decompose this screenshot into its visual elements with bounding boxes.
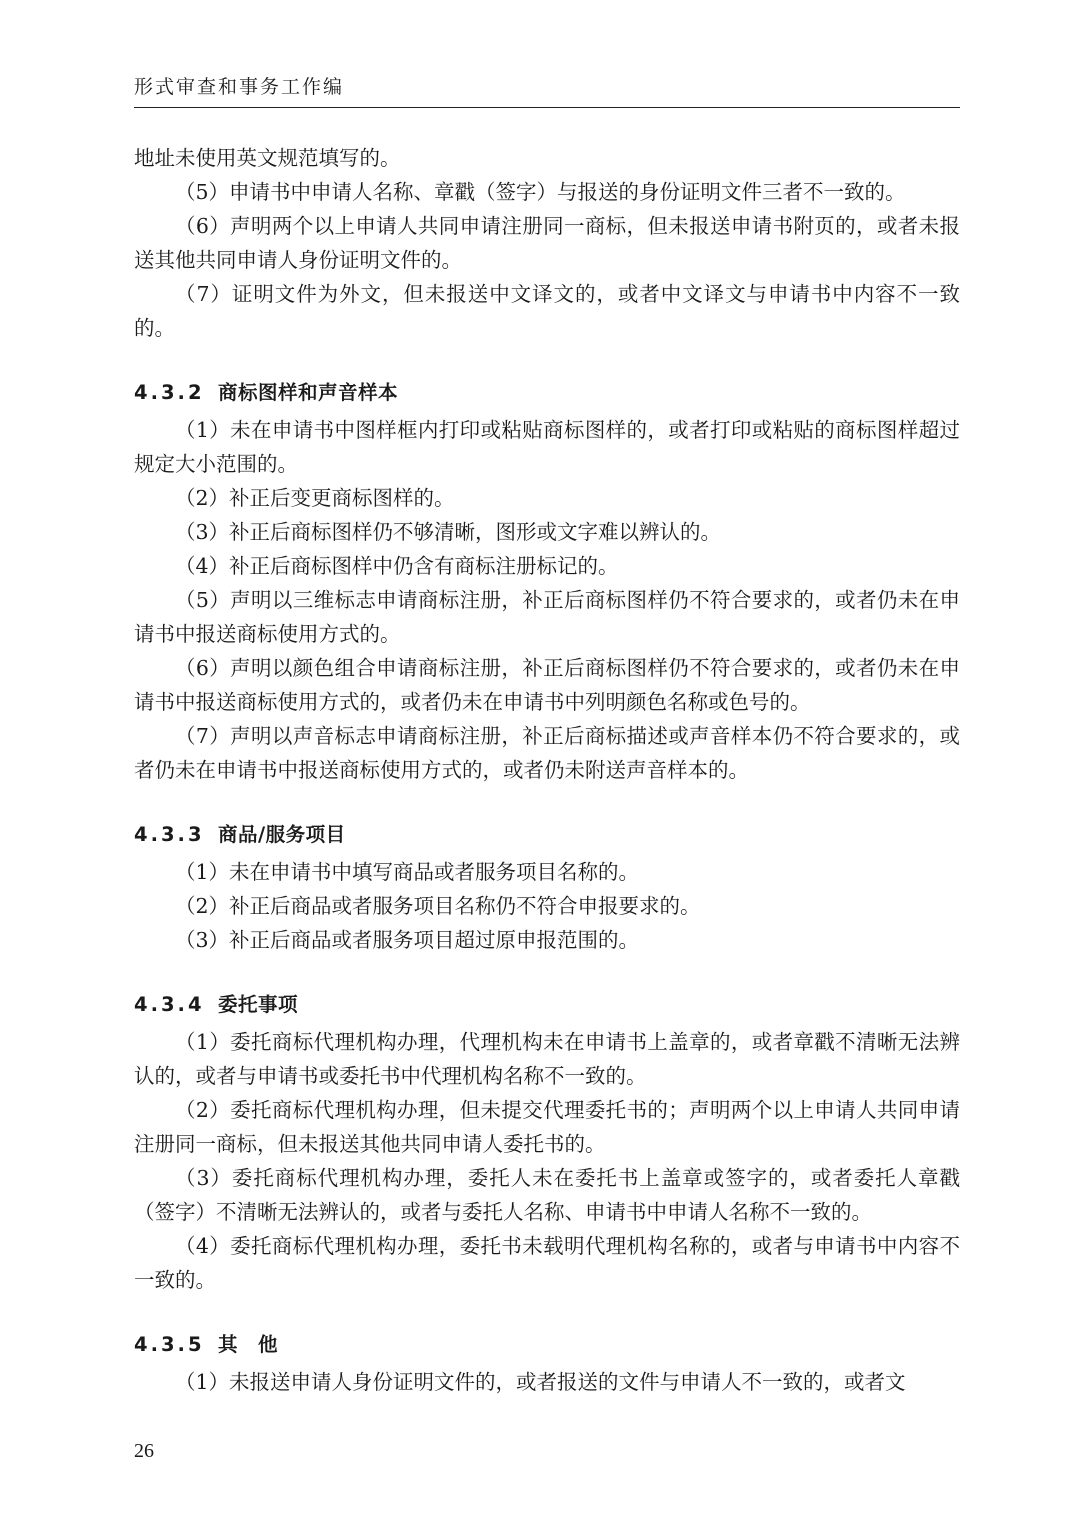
- list-item: （2）补正后商品或者服务项目名称仍不符合申报要求的。: [175, 894, 701, 918]
- section-heading-4-3-2: [134, 376, 960, 410]
- list-item: （1）未在申请书中图样框内打印或粘贴商标图样的，或者打印或粘贴的商标图样超过规定大小范围的。: [134, 418, 960, 476]
- list-item: （7）声明以声音标志申请商标注册，补正后商标描述或声音样本仍不符合要求的，或者仍未在申请书中报送商标使用方式的，或者仍未附送声音样本的。: [134, 724, 960, 782]
- section-heading-4-3-5: [134, 1328, 960, 1362]
- body-text: [134, 141, 960, 1399]
- header-rule: [134, 107, 960, 108]
- list-item: （6）声明以颜色组合申请商标注册，补正后商标图样仍不符合要求的，或者仍未在申请书中报送商标使用方式的，或者仍未在申请书中列明颜色名称或色号的。: [134, 656, 960, 714]
- paragraph-item: （7）证明文件为外文，但未报送中文译文的，或者中文译文与申请书中内容不一致的。: [134, 282, 960, 340]
- list-item: （3）补正后商标图样仍不够清晰，图形或文字难以辨认的。: [175, 520, 722, 544]
- section-number: 4.3.5: [134, 1333, 205, 1356]
- list-item: （5）声明以三维标志申请商标注册，补正后商标图样仍不符合要求的，或者仍未在申请书中报送商标使用方式的。: [134, 588, 960, 646]
- paragraph-item: （6）声明两个以上申请人共同申请注册同一商标，但未报送申请书附页的，或者未报送其他共同申请人身份证明文件的。: [134, 214, 960, 272]
- list-item: （3）委托商标代理机构办理，委托人未在委托书上盖章或签字的，或者委托人章戳（签字）不清晰无法辨认的，或者与委托人名称、申请书中申请人名称不一致的。: [134, 1166, 960, 1224]
- section-number: 4.3.2: [134, 381, 205, 404]
- section-title: 商品/服务项目: [218, 823, 346, 846]
- list-item: （4）补正后商标图样中仍含有商标注册标记的。: [175, 554, 619, 578]
- list-item: （1）未在申请书中填写商品或者服务项目名称的。: [175, 860, 640, 884]
- section-heading-4-3-3: [134, 818, 960, 852]
- section-number: 4.3.3: [134, 823, 205, 846]
- section-title: 商标图样和声音样本: [218, 381, 399, 404]
- list-item: （3）补正后商品或者服务项目超过原申报范围的。: [175, 928, 640, 952]
- running-head-title: 形式审查和事务工作编: [134, 76, 345, 98]
- section-title: 其 他: [218, 1333, 279, 1356]
- paragraph-item: （5）申请书中申请人名称、章戳（签字）与报送的身份证明文件三者不一致的。: [175, 180, 906, 204]
- page-number: 26: [134, 1440, 154, 1462]
- list-item: （2）委托商标代理机构办理，但未提交代理委托书的；声明两个以上申请人共同申请注册同一商标，但未报送其他共同申请人委托书的。: [134, 1098, 960, 1156]
- section-number: 4.3.4: [134, 993, 205, 1016]
- list-item: （2）补正后变更商标图样的。: [175, 486, 455, 510]
- list-item: （1）未报送申请人身份证明文件的，或者报送的文件与申请人不一致的，或者文: [175, 1370, 906, 1394]
- section-title: 委托事项: [218, 993, 299, 1016]
- paragraph-continuation: 地址未使用英文规范填写的。: [134, 146, 401, 170]
- list-item: （4）委托商标代理机构办理，委托书未载明代理机构名称的，或者与申请书中内容不一致的。: [134, 1234, 960, 1292]
- section-heading-4-3-4: [134, 988, 960, 1022]
- list-item: （1）委托商标代理机构办理，代理机构未在申请书上盖章的，或者章戳不清晰无法辨认的，或者与申请书或委托书中代理机构名称不一致的。: [134, 1030, 960, 1088]
